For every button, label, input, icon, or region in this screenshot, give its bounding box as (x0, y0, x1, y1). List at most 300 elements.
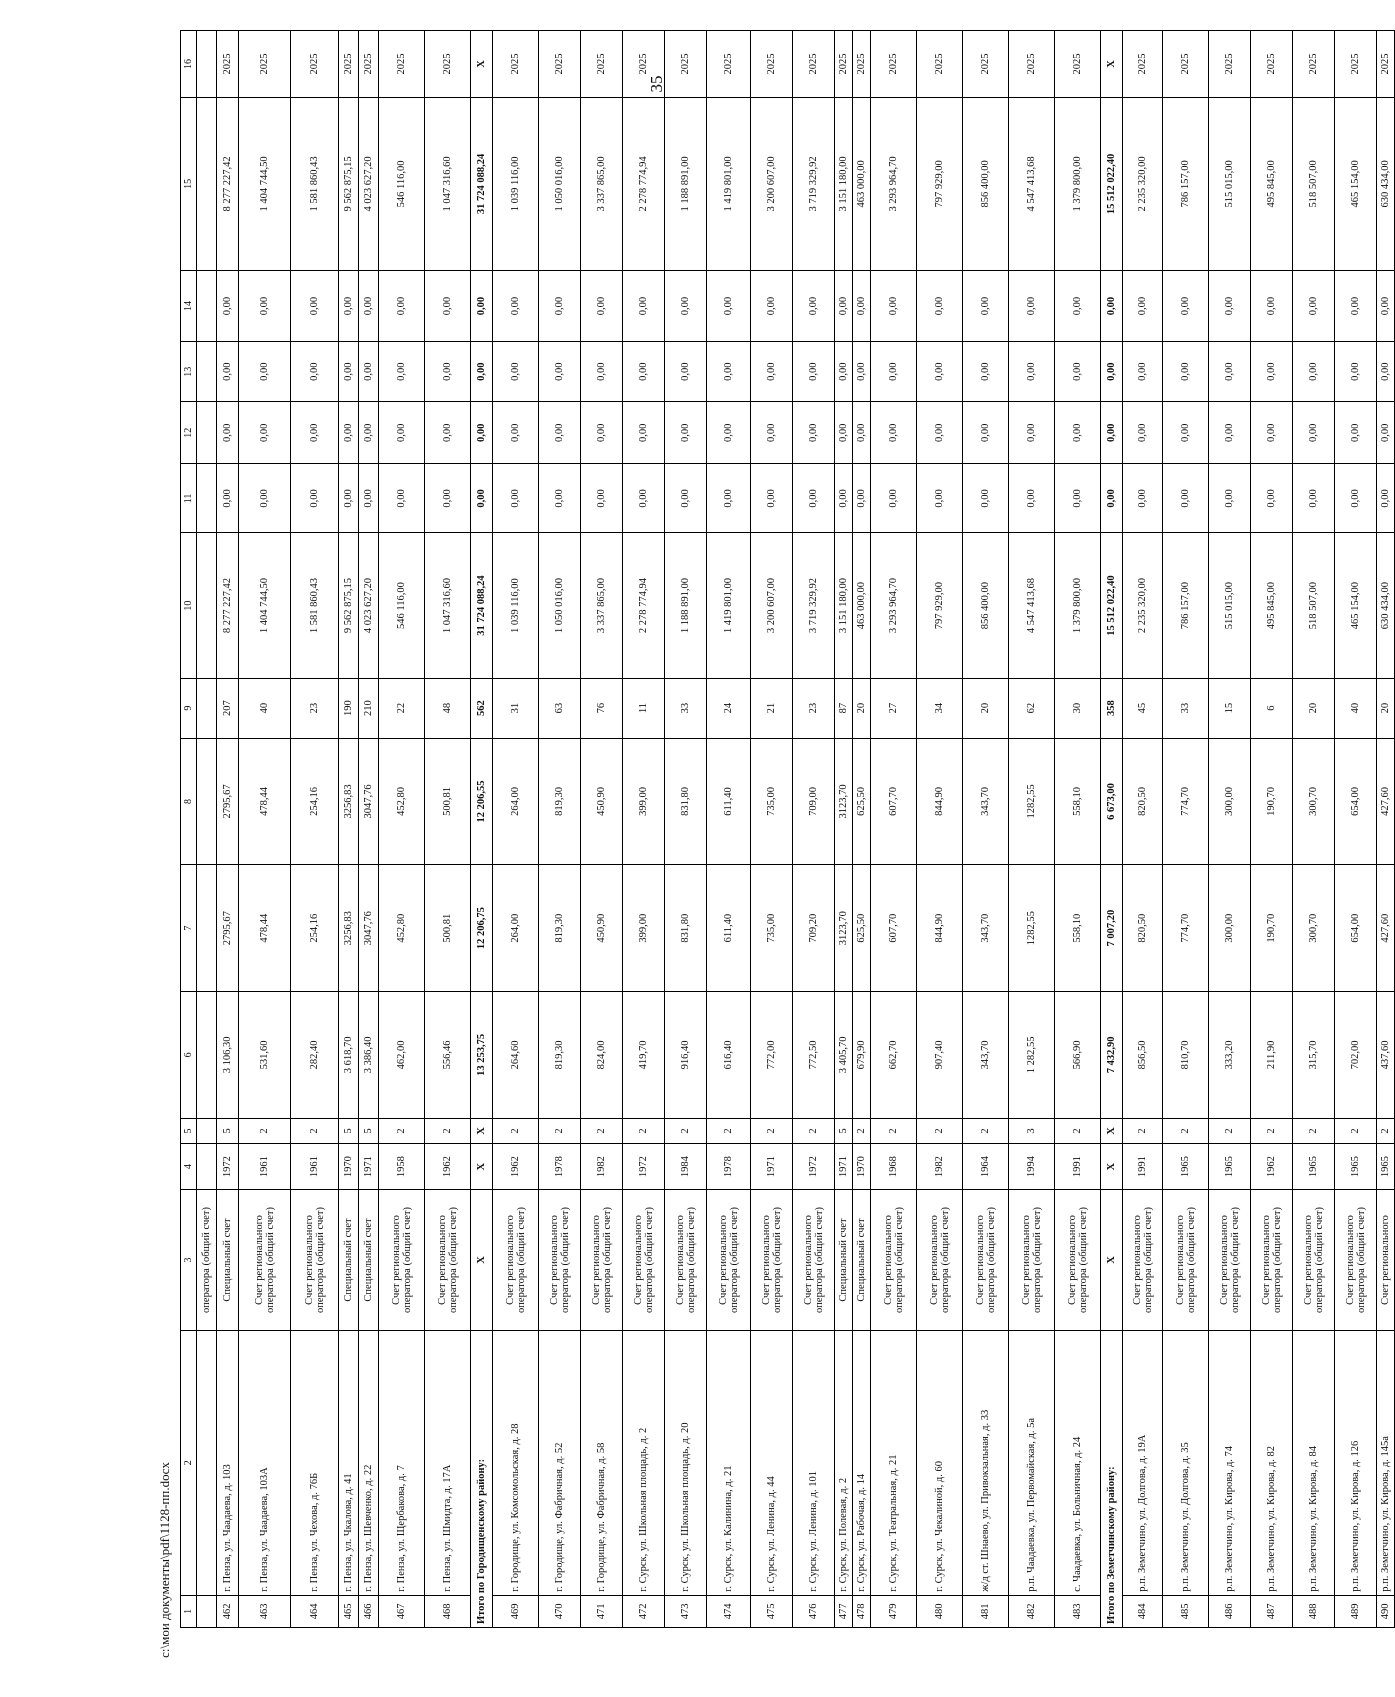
account-type-cell: Счет регионального оператора (общий счет) (539, 1190, 581, 1331)
account-type-cell: Счет регионального оператора (общий счет) (871, 1190, 917, 1331)
floors-cell: 5 (339, 1118, 359, 1143)
local-funds-cell: 0,00 (1163, 342, 1209, 402)
district-total-row (471, 31, 493, 1628)
year-built-cell: 1965 (1377, 1144, 1395, 1190)
total-cost-cell (197, 533, 217, 678)
account-type-cell: Счет регионального оператора (общий счет) (1209, 1190, 1251, 1331)
total-area-cell: 824,00 (581, 992, 623, 1119)
owner-funds-cell: 0,00 (793, 270, 835, 341)
housing-repair-table (180, 30, 1395, 1628)
account-type-cell: оператора (общий счет) (197, 1190, 217, 1331)
column-number-cell: 3 (181, 1190, 197, 1331)
year-built-cell: 1991 (1123, 1144, 1163, 1190)
residential-area-cell: 399,00 (623, 738, 665, 865)
living-area-cell: 452,80 (379, 865, 425, 992)
total-area-cell: 3 386,40 (359, 992, 379, 1119)
row-number-cell: 479 (871, 1595, 917, 1627)
account-type-cell: Счет регионального оператора (общий счет) (581, 1190, 623, 1331)
living-area-cell: 831,80 (665, 865, 707, 992)
regional-funds-cell: 0,00 (1251, 402, 1293, 464)
residents-cell: 20 (853, 678, 871, 738)
year-built-cell: 1970 (339, 1144, 359, 1190)
row-number-cell: 484 (1123, 1595, 1163, 1627)
federal-funds-cell: 0,00 (359, 464, 379, 533)
capital-repair-funds-cell: 1 581 860,43 (291, 97, 339, 270)
account-type-cell: Счет регионального оператора (общий счет) (291, 1190, 339, 1331)
local-funds-cell: 0,00 (1335, 342, 1377, 402)
planned-year-cell: 2025 (291, 31, 339, 98)
total-area-cell: 702,00 (1335, 992, 1377, 1119)
column-number-cell: 5 (181, 1118, 197, 1143)
table-row (707, 31, 751, 1628)
owner-funds-cell: 0,00 (539, 270, 581, 341)
column-number-cell: 16 (181, 31, 197, 98)
table-row (1377, 31, 1395, 1628)
planned-year-cell: 2025 (1335, 31, 1377, 98)
local-funds-cell: 0,00 (1209, 342, 1251, 402)
total-residents-cell: 562 (471, 678, 493, 738)
floors-cell: 3 (1009, 1118, 1055, 1143)
residential-area-cell: 625,50 (853, 738, 871, 865)
floors-cell: 2 (425, 1118, 471, 1143)
account-type-cell: Специальный счет (217, 1190, 239, 1331)
living-area-cell: 607,70 (871, 865, 917, 992)
owner-funds-cell: 0,00 (1163, 270, 1209, 341)
regional-funds-cell: 0,00 (379, 402, 425, 464)
total-area-cell: 3 106,30 (217, 992, 239, 1119)
table-row (1209, 31, 1251, 1628)
residential-area-cell: 3256,83 (339, 738, 359, 865)
capital-repair-funds-cell: 4 547 413,68 (1009, 97, 1055, 270)
regional-funds-cell: 0,00 (493, 402, 539, 464)
year-built-cell: 1962 (425, 1144, 471, 1190)
total-area-cell: 462,00 (379, 992, 425, 1119)
federal-funds-cell: 0,00 (1293, 464, 1335, 533)
year-built-cell: 1961 (291, 1144, 339, 1190)
address-cell: р.п. Земетчино, ул. Долгова, д. 19А (1123, 1330, 1163, 1595)
account-type-cell: Счет регионального оператора (общий счет) (379, 1190, 425, 1331)
total-area-cell: 3 405,70 (835, 992, 853, 1119)
residential-area-cell: 254,16 (291, 738, 339, 865)
row-number-cell: 482 (1009, 1595, 1055, 1627)
regional-funds-cell: 0,00 (751, 402, 793, 464)
table-row (339, 31, 359, 1628)
address-cell: г. Пенза, ул. Шмидта, д. 17А (425, 1330, 471, 1595)
federal-funds-cell: 0,00 (665, 464, 707, 533)
row-number-cell: 464 (291, 1595, 339, 1627)
floors-cell: 2 (1335, 1118, 1377, 1143)
local-funds-cell: 0,00 (707, 342, 751, 402)
row-number-cell: 474 (707, 1595, 751, 1627)
row-number-cell: 486 (1209, 1595, 1251, 1627)
capital-repair-funds-cell: 2 235 320,00 (1123, 97, 1163, 270)
owner-funds-cell: 0,00 (1377, 270, 1395, 341)
table-row (665, 31, 707, 1628)
total-cost-cell: 1 047 316,60 (425, 533, 471, 678)
owner-funds-cell: 0,00 (581, 270, 623, 341)
regional-funds-cell: 0,00 (239, 402, 291, 464)
living-area-cell: 300,70 (1293, 865, 1335, 992)
account-type-cell: Счет регионального оператора (общий счет) (1123, 1190, 1163, 1331)
residential-area-cell: 819,30 (539, 738, 581, 865)
floors-cell: 2 (1123, 1118, 1163, 1143)
residential-area-cell: 450,90 (581, 738, 623, 865)
total-cost-cell: 1 188 891,00 (665, 533, 707, 678)
regional-funds-cell: 0,00 (1009, 402, 1055, 464)
capital-repair-funds-cell: 515 015,00 (1209, 97, 1251, 270)
table-row (793, 31, 835, 1628)
table-row (853, 31, 871, 1628)
account-type-cell: Счет регионального оператора (общий счет) (793, 1190, 835, 1331)
residents-cell: 24 (707, 678, 751, 738)
residents-cell: 40 (1335, 678, 1377, 738)
floors-cell (197, 1118, 217, 1143)
total-total-area-cell: 13 253,75 (471, 992, 493, 1119)
living-area-cell: 427,60 (1377, 865, 1395, 992)
residential-area-cell: 264,00 (493, 738, 539, 865)
planned-year-cell: 2025 (539, 31, 581, 98)
row-number-cell: 465 (339, 1595, 359, 1627)
address-cell: г. Сурск, ул. Театральная, д. 21 (871, 1330, 917, 1595)
owner-funds-cell: 0,00 (853, 270, 871, 341)
address-cell: г. Сурск, ул. Ленина, д. 44 (751, 1330, 793, 1595)
floors-cell: 2 (623, 1118, 665, 1143)
owner-funds-cell: 0,00 (623, 270, 665, 341)
living-area-cell: 709,20 (793, 865, 835, 992)
local-funds-cell: 0,00 (1009, 342, 1055, 402)
regional-funds-cell: 0,00 (665, 402, 707, 464)
address-cell: р.п. Земетчино, ул. Кирова, д. 74 (1209, 1330, 1251, 1595)
table-row (1251, 31, 1293, 1628)
floors-cell: 2 (239, 1118, 291, 1143)
total-cost-cell: 1 419 801,00 (707, 533, 751, 678)
year-built-cell: 1972 (217, 1144, 239, 1190)
address-cell: г. Пенза, ул. Чаадаева, 103А (239, 1330, 291, 1595)
capital-repair-funds-cell: 2 278 774,94 (623, 97, 665, 270)
account-type-cell: Счет регионального оператора (общий счет) (707, 1190, 751, 1331)
total-area-cell: 343,70 (963, 992, 1009, 1119)
account-type-cell: Счет регионального оператора (общий счет) (1293, 1190, 1335, 1331)
local-funds-cell: 0,00 (291, 342, 339, 402)
planned-year-cell: 2025 (1009, 31, 1055, 98)
address-cell: г. Сурск, ул. Полевая, д. 2 (835, 1330, 853, 1595)
year-built-cell: 1978 (539, 1144, 581, 1190)
row-number-cell: 468 (425, 1595, 471, 1627)
total-owner-funds-cell: 0,00 (471, 270, 493, 341)
table-row (751, 31, 793, 1628)
column-number-cell: 13 (181, 342, 197, 402)
continuation-row (197, 31, 217, 1628)
table-row (917, 31, 963, 1628)
residential-area-cell: 2795,67 (217, 738, 239, 865)
floors-cell: 2 (493, 1118, 539, 1143)
capital-repair-funds-cell: 3 337 865,00 (581, 97, 623, 270)
total-year-built-cell: X (471, 1144, 493, 1190)
account-type-cell: Счет регионального (1377, 1190, 1395, 1331)
year-built-cell: 1978 (707, 1144, 751, 1190)
owner-funds-cell: 0,00 (359, 270, 379, 341)
residential-area-cell: 300,00 (1209, 738, 1251, 865)
residential-area-cell: 735,00 (751, 738, 793, 865)
floors-cell: 2 (291, 1118, 339, 1143)
planned-year-cell: 2025 (1251, 31, 1293, 98)
total-residents-cell: 358 (1101, 678, 1123, 738)
federal-funds-cell: 0,00 (963, 464, 1009, 533)
page-number: 35 (647, 75, 666, 93)
total-area-cell: 556,46 (425, 992, 471, 1119)
capital-repair-funds-cell: 9 562 875,15 (339, 97, 359, 270)
address-cell: г. Пенза, ул. Шевченко, д. 22 (359, 1330, 379, 1595)
local-funds-cell: 0,00 (623, 342, 665, 402)
account-type-cell: Счет регионального оператора (общий счет) (1055, 1190, 1101, 1331)
account-type-cell: Счет регионального оператора (общий счет) (1163, 1190, 1209, 1331)
year-built-cell: 1962 (1251, 1144, 1293, 1190)
total-cost-cell: 546 116,00 (379, 533, 425, 678)
federal-funds-cell: 0,00 (1335, 464, 1377, 533)
residents-cell: 62 (1009, 678, 1055, 738)
row-number-cell (197, 1595, 217, 1627)
account-type-cell: Счет регионального оператора (общий счет) (963, 1190, 1009, 1331)
total-residential-area-cell: 6 673,00 (1101, 738, 1123, 865)
federal-funds-cell: 0,00 (1163, 464, 1209, 533)
planned-year-cell: 2025 (707, 31, 751, 98)
year-built-cell: 1965 (1163, 1144, 1209, 1190)
federal-funds-cell: 0,00 (835, 464, 853, 533)
regional-funds-cell: 0,00 (917, 402, 963, 464)
living-area-cell: 1282,55 (1009, 865, 1055, 992)
floors-cell: 2 (1055, 1118, 1101, 1143)
total-area-cell: 810,70 (1163, 992, 1209, 1119)
living-area-cell: 820,50 (1123, 865, 1163, 992)
planned-year-cell: 2025 (339, 31, 359, 98)
total-cost-cell: 1 404 744,50 (239, 533, 291, 678)
address-cell: г. Пенза, ул. Щербакова, д. 7 (379, 1330, 425, 1595)
residential-area-cell: 611,40 (707, 738, 751, 865)
table-row (1123, 31, 1163, 1628)
owner-funds-cell: 0,00 (963, 270, 1009, 341)
regional-funds-cell: 0,00 (339, 402, 359, 464)
capital-repair-funds-cell: 3 719 329,92 (793, 97, 835, 270)
capital-repair-funds-cell: 1 404 744,50 (239, 97, 291, 270)
floors-cell: 2 (1377, 1118, 1395, 1143)
year-built-cell: 1982 (917, 1144, 963, 1190)
floors-cell: 2 (963, 1118, 1009, 1143)
table-row (239, 31, 291, 1628)
total-cost-cell: 8 277 227,42 (217, 533, 239, 678)
residents-cell: 207 (217, 678, 239, 738)
capital-repair-funds-cell: 3 293 964,70 (871, 97, 917, 270)
federal-funds-cell: 0,00 (707, 464, 751, 533)
row-number-cell: 472 (623, 1595, 665, 1627)
column-numbers-row (181, 31, 197, 1628)
year-built-cell: 1965 (1209, 1144, 1251, 1190)
regional-funds-cell: 0,00 (581, 402, 623, 464)
planned-year-cell: 2025 (793, 31, 835, 98)
column-number-cell: 6 (181, 992, 197, 1119)
planned-year-cell: 2025 (853, 31, 871, 98)
local-funds-cell: 0,00 (339, 342, 359, 402)
total-owner-funds-cell: 0,00 (1101, 270, 1123, 341)
address-cell: г. Сурск, ул. Калинина, д. 21 (707, 1330, 751, 1595)
capital-repair-funds-cell: 1 050 016,00 (539, 97, 581, 270)
total-cost-cell: 465 154,00 (1335, 533, 1377, 678)
year-built-cell: 1994 (1009, 1144, 1055, 1190)
capital-repair-funds-cell: 4 023 627,20 (359, 97, 379, 270)
local-funds-cell: 0,00 (835, 342, 853, 402)
floors-cell: 2 (853, 1118, 871, 1143)
year-built-cell: 1971 (751, 1144, 793, 1190)
local-funds-cell: 0,00 (425, 342, 471, 402)
total-area-cell: 531,60 (239, 992, 291, 1119)
residents-cell: 27 (871, 678, 917, 738)
planned-year-cell: 2025 (379, 31, 425, 98)
living-area-cell: 3047,76 (359, 865, 379, 992)
residents-cell: 23 (793, 678, 835, 738)
capital-repair-funds-cell: 3 200 607,00 (751, 97, 793, 270)
regional-funds-cell: 0,00 (217, 402, 239, 464)
owner-funds-cell: 0,00 (835, 270, 853, 341)
residents-cell: 40 (239, 678, 291, 738)
living-area-cell: 2795,67 (217, 865, 239, 992)
planned-year-cell: 2025 (623, 31, 665, 98)
federal-funds-cell: 0,00 (239, 464, 291, 533)
total-planned-year-cell: X (1101, 31, 1123, 98)
total-cost-cell: 4 023 627,20 (359, 533, 379, 678)
row-number-cell: 487 (1251, 1595, 1293, 1627)
owner-funds-cell: 0,00 (379, 270, 425, 341)
year-built-cell: 1962 (493, 1144, 539, 1190)
living-area-cell: 343,70 (963, 865, 1009, 992)
federal-funds-cell: 0,00 (751, 464, 793, 533)
table-row (835, 31, 853, 1628)
federal-funds-cell: 0,00 (871, 464, 917, 533)
residents-cell: 11 (623, 678, 665, 738)
year-built-cell: 1965 (1293, 1144, 1335, 1190)
residential-area-cell: 820,50 (1123, 738, 1163, 865)
planned-year-cell: 2025 (871, 31, 917, 98)
regional-funds-cell: 0,00 (539, 402, 581, 464)
total-cost-cell: 1 379 800,00 (1055, 533, 1101, 678)
total-area-cell: 282,40 (291, 992, 339, 1119)
row-number-cell: 475 (751, 1595, 793, 1627)
local-funds-cell: 0,00 (1377, 342, 1395, 402)
address-cell (197, 1330, 217, 1595)
total-capital-repair-funds-cell: 31 724 088,24 (471, 97, 493, 270)
residential-area-cell: 500,81 (425, 738, 471, 865)
regional-funds-cell: 0,00 (291, 402, 339, 464)
residents-cell: 190 (339, 678, 359, 738)
address-cell: г. Сурск, ул. Чекалиной, д. 60 (917, 1330, 963, 1595)
total-area-cell: 679,90 (853, 992, 871, 1119)
total-cost-cell: 463 000,00 (853, 533, 871, 678)
address-cell: р.п. Земетчино, ул. Кирова, д. 126 (1335, 1330, 1377, 1595)
total-area-cell: 772,00 (751, 992, 793, 1119)
column-number-cell: 12 (181, 402, 197, 464)
account-type-cell: Счет регионального оператора (общий счет) (751, 1190, 793, 1331)
year-built-cell: 1972 (623, 1144, 665, 1190)
regional-funds-cell: 0,00 (853, 402, 871, 464)
local-funds-cell: 0,00 (359, 342, 379, 402)
regional-funds-cell: 0,00 (793, 402, 835, 464)
floors-cell: 2 (581, 1118, 623, 1143)
total-cost-cell: 630 434,00 (1377, 533, 1395, 678)
row-number-cell: 485 (1163, 1595, 1209, 1627)
year-built-cell: 1971 (835, 1144, 853, 1190)
residents-cell: 76 (581, 678, 623, 738)
capital-repair-funds-cell: 518 507,00 (1293, 97, 1335, 270)
residents-cell (197, 678, 217, 738)
column-number-cell: 11 (181, 464, 197, 533)
year-built-cell: 1991 (1055, 1144, 1101, 1190)
residents-cell: 20 (1293, 678, 1335, 738)
owner-funds-cell: 0,00 (493, 270, 539, 341)
table-row (493, 31, 539, 1628)
local-funds-cell: 0,00 (853, 342, 871, 402)
total-cost-cell: 4 547 413,68 (1009, 533, 1055, 678)
regional-funds-cell: 0,00 (1209, 402, 1251, 464)
column-number-cell: 9 (181, 678, 197, 738)
total-cost-cell: 518 507,00 (1293, 533, 1335, 678)
address-cell: г. Сурск, ул. Рабочая, д. 14 (853, 1330, 871, 1595)
local-funds-cell: 0,00 (1055, 342, 1101, 402)
residents-cell: 22 (379, 678, 425, 738)
living-area-cell: 190,70 (1251, 865, 1293, 992)
living-area-cell: 300,00 (1209, 865, 1251, 992)
living-area-cell: 735,00 (751, 865, 793, 992)
capital-repair-funds-cell: 856 400,00 (963, 97, 1009, 270)
residential-area-cell: 1282,55 (1009, 738, 1055, 865)
total-floors-cell: X (471, 1118, 493, 1143)
planned-year-cell: 2025 (963, 31, 1009, 98)
row-number-cell: 490 (1377, 1595, 1395, 1627)
planned-year-cell: 2025 (493, 31, 539, 98)
living-area-cell (197, 865, 217, 992)
table-row (623, 31, 665, 1628)
account-type-cell: Счет регионального оператора (общий счет) (493, 1190, 539, 1331)
address-cell: р.п. Земетчино, ул. Кирова, д. 145а (1377, 1330, 1395, 1595)
regional-funds-cell: 0,00 (707, 402, 751, 464)
planned-year-cell: 2025 (917, 31, 963, 98)
total-total-cost-cell: 31 724 088,24 (471, 533, 493, 678)
floors-cell: 2 (793, 1118, 835, 1143)
owner-funds-cell: 0,00 (751, 270, 793, 341)
local-funds-cell: 0,00 (1251, 342, 1293, 402)
column-number-cell: 15 (181, 97, 197, 270)
row-number-cell: 483 (1055, 1595, 1101, 1627)
residential-area-cell: 3123,70 (835, 738, 853, 865)
residents-cell: 30 (1055, 678, 1101, 738)
residents-cell: 87 (835, 678, 853, 738)
total-residential-area-cell: 12 206,55 (471, 738, 493, 865)
table-row (359, 31, 379, 1628)
year-built-cell: 1968 (871, 1144, 917, 1190)
total-label: Итого по Городищенскому району: (471, 1330, 493, 1627)
year-built-cell: 1970 (853, 1144, 871, 1190)
total-cost-cell: 1 581 860,43 (291, 533, 339, 678)
column-number-cell: 2 (181, 1330, 197, 1595)
residents-cell: 23 (291, 678, 339, 738)
total-area-cell: 419,70 (623, 992, 665, 1119)
owner-funds-cell (197, 270, 217, 341)
table-row (963, 31, 1009, 1628)
row-number-cell: 466 (359, 1595, 379, 1627)
total-cost-cell: 856 400,00 (963, 533, 1009, 678)
table-row (1009, 31, 1055, 1628)
total-cost-cell: 3 200 607,00 (751, 533, 793, 678)
floors-cell: 5 (835, 1118, 853, 1143)
year-built-cell (197, 1144, 217, 1190)
federal-funds-cell: 0,00 (1209, 464, 1251, 533)
